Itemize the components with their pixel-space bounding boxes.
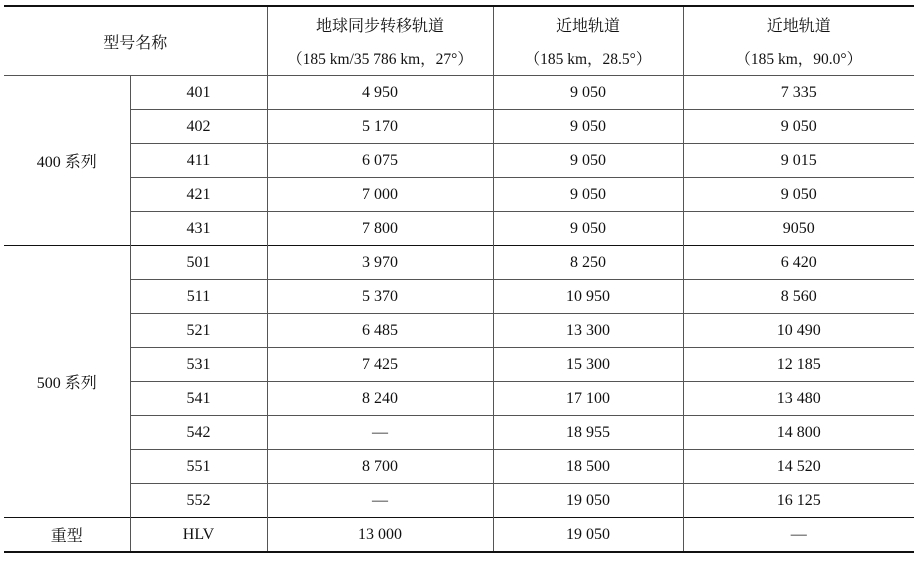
table-row [4, 212, 914, 246]
leo-28-cell: 9 050 [493, 76, 683, 110]
table-row [4, 348, 914, 382]
header-leo-90: 近地轨道 [683, 6, 914, 41]
gto-cell: 5 170 [267, 110, 493, 144]
table-row [4, 246, 914, 280]
table-row [4, 518, 914, 553]
header-leo-28-params: （185 km，28.5°） [493, 41, 683, 76]
gto-cell: 5 370 [267, 280, 493, 314]
leo-90-cell: 9 050 [683, 178, 914, 212]
model-cell: 552 [130, 484, 267, 518]
header-model-name: 型号名称 [103, 34, 168, 52]
leo-28-cell: 19 050 [493, 518, 683, 553]
leo-28-cell: 18 955 [493, 416, 683, 450]
table-row [4, 416, 914, 450]
gto-cell: 13 000 [267, 518, 493, 553]
leo-28-cell: 19 050 [493, 484, 683, 518]
leo-90-cell: 8 560 [683, 280, 914, 314]
leo-28-cell: 8 250 [493, 246, 683, 280]
leo-90-cell: 12 185 [683, 348, 914, 382]
gto-cell: — [267, 484, 493, 518]
table-row [4, 450, 914, 484]
leo-28-cell: 9 050 [493, 144, 683, 178]
header-gto: 地球同步转移轨道 [267, 6, 493, 41]
leo-90-cell: 13 480 [683, 382, 914, 416]
leo-90-cell: 10 490 [683, 314, 914, 348]
gto-cell: 8 240 [267, 382, 493, 416]
header-leo-90-params: （185 km，90.0°） [683, 41, 914, 76]
gto-cell: 8 700 [267, 450, 493, 484]
table-row [4, 110, 914, 144]
leo-28-cell: 17 100 [493, 382, 683, 416]
model-cell: 551 [130, 450, 267, 484]
model-cell: 511 [130, 280, 267, 314]
leo-90-cell: 6 420 [683, 246, 914, 280]
table-row [4, 280, 914, 314]
gto-cell: 7 425 [267, 348, 493, 382]
payload-table [4, 5, 914, 553]
table-row [4, 382, 914, 416]
gto-cell: 6 075 [267, 144, 493, 178]
leo-90-cell: 9 050 [683, 110, 914, 144]
gto-cell: — [267, 416, 493, 450]
table-body [4, 76, 914, 553]
leo-28-cell: 15 300 [493, 348, 683, 382]
series-group-label: 重型 [4, 518, 130, 553]
model-cell: 531 [130, 348, 267, 382]
model-cell: 541 [130, 382, 267, 416]
gto-cell: 3 970 [267, 246, 493, 280]
leo-28-cell: 10 950 [493, 280, 683, 314]
model-cell: 421 [130, 178, 267, 212]
leo-90-cell: 9 015 [683, 144, 914, 178]
gto-cell: 4 950 [267, 76, 493, 110]
gto-cell: 6 485 [267, 314, 493, 348]
table-header [4, 6, 914, 76]
model-cell: HLV [130, 518, 267, 553]
model-cell: 501 [130, 246, 267, 280]
gto-cell: 7 800 [267, 212, 493, 246]
leo-90-cell: 16 125 [683, 484, 914, 518]
model-cell: 402 [130, 110, 267, 144]
leo-28-cell: 9 050 [493, 110, 683, 144]
model-cell: 401 [130, 76, 267, 110]
leo-28-cell: 9 050 [493, 212, 683, 246]
model-cell: 521 [130, 314, 267, 348]
table-row [4, 178, 914, 212]
table-row [4, 484, 914, 518]
leo-28-cell: 18 500 [493, 450, 683, 484]
leo-90-cell: 14 520 [683, 450, 914, 484]
leo-90-cell: 7 335 [683, 76, 914, 110]
series-group-label: 500 系列 [4, 246, 130, 518]
series-group-label: 400 系列 [4, 76, 130, 246]
leo-28-cell: 13 300 [493, 314, 683, 348]
table-row [4, 144, 914, 178]
header-leo-28: 近地轨道 [493, 6, 683, 41]
model-cell: 411 [130, 144, 267, 178]
model-cell: 542 [130, 416, 267, 450]
table-row [4, 76, 914, 110]
leo-90-cell: — [683, 518, 914, 553]
header-gto-params: （185 km/35 786 km，27°） [267, 41, 493, 76]
model-cell: 431 [130, 212, 267, 246]
leo-28-cell: 9 050 [493, 178, 683, 212]
gto-cell: 7 000 [267, 178, 493, 212]
leo-90-cell: 9050 [683, 212, 914, 246]
leo-90-cell: 14 800 [683, 416, 914, 450]
table-row [4, 314, 914, 348]
